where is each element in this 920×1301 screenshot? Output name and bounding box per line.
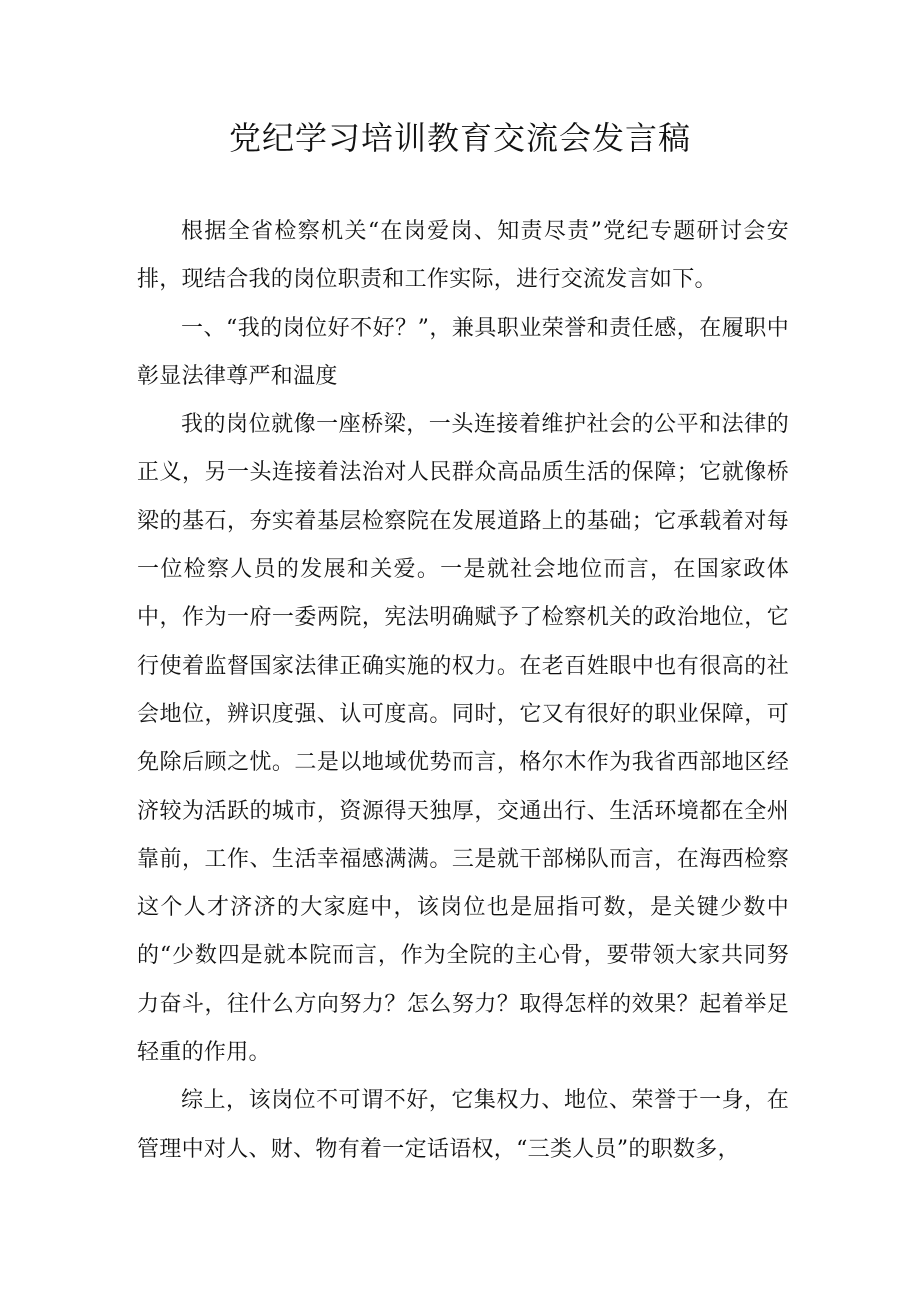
document-title: 党纪学习培训教育交流会发言稿 xyxy=(228,119,691,157)
document-body xyxy=(137,208,789,1174)
paragraph-summary: 综上，该岗位不可谓不好，它集权力、地位、荣誉于一身，在管理中对人、财、物有着一定话语权，“三类人员”的职数多， xyxy=(137,1088,789,1162)
section-heading-1: 一、“我的岗位好不好？”，兼具职业荣誉和责任感，在履职中彰显法律尊严和温度 xyxy=(137,315,789,389)
paragraph-intro: 根据全省检察机关“在岗爱岗、知责尽责”党纪专题研讨会安排，现结合我的岗位职责和工作实际，进行交流发言如下。 xyxy=(137,219,789,293)
paragraph-bridge: 我的岗位就像一座桥梁，一头连接着维护社会的公平和法律的正义，另一头连接着法治对人民群众高品质生活的保障；它就像桥梁的基石，夯实着基层检察院在发展道路上的基础；它承载着对每一位检察人员的发展和关爱。一是就社会地位而言，在国家政体中，作为一府一委两院，宪法明确赋予了检察机关的政治地位，它行使着监督国家法律正确实施的权力。在老百姓眼中也有很高的社会地位，辨识度强、认可度高。同时，它又有很好的职业保障，可免除后顾之忧。二是以地域优势而言，格尔木作为我省西部地区经济较为活跃的城市，资源得天独厚，交通出行、生活环境都在全州靠前，工作、生活幸福感满满。三是就干部梯队而言，在海西检察这个人才济济的大家庭中，该岗位也是屈指可数，是关键少数中的“少数四是就本院而言，作为全院的主心骨，要带领大家共同努力奋斗，往什么方向努力？怎么努力？取得怎样的效果？起着举足轻重的作用。 xyxy=(137,412,789,1066)
